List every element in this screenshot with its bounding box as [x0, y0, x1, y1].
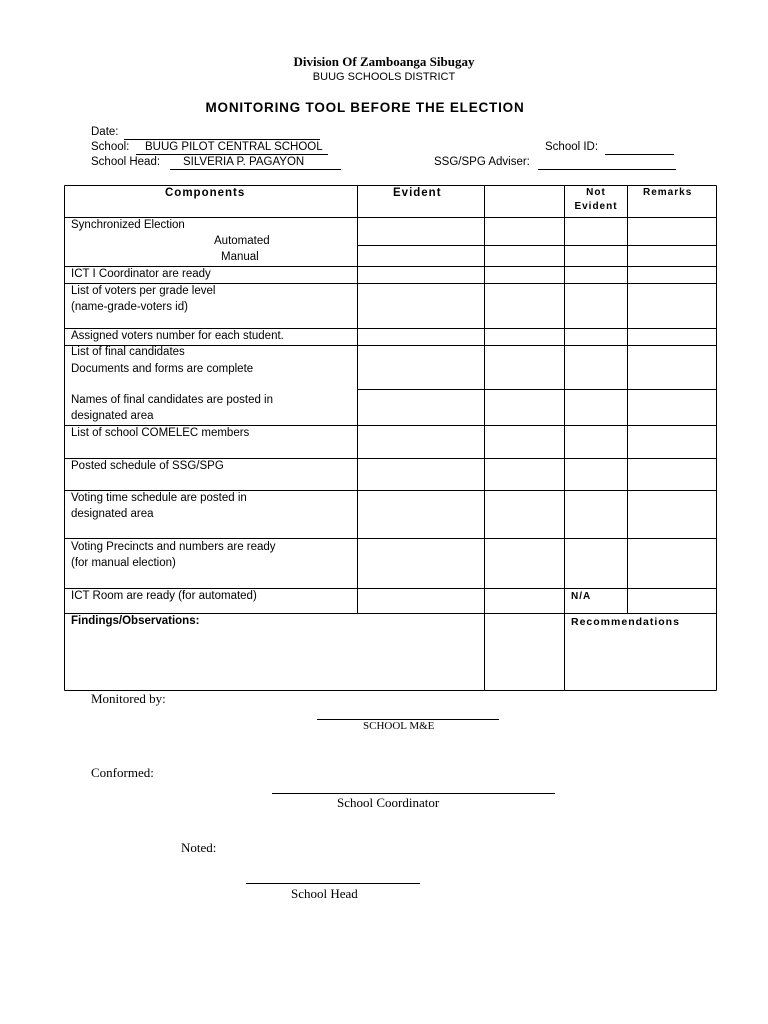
remarks-header: Remarks — [643, 187, 693, 198]
school-head-signature-label: School Head — [291, 886, 358, 901]
row-list-of-voters-detail: (name-grade-voters id) — [71, 301, 188, 313]
not-evident-header — [565, 186, 627, 214]
school-coordinator-signature-line[interactable] — [272, 793, 555, 794]
adviser-label: SSG/SPG Adviser: — [434, 156, 530, 168]
row-voting-time-schedule: Voting time schedule are posted in — [71, 492, 247, 504]
na-mark: N/A — [571, 591, 592, 602]
row-voting-precincts: Voting Precincts and numbers are ready — [71, 541, 276, 553]
school-label: School: — [91, 141, 130, 153]
row-list-of-final-candidates: List of final candidates — [71, 346, 185, 358]
school-coordinator-label: School Coordinator — [337, 795, 440, 810]
row-list-of-voters: List of voters per grade level — [71, 285, 216, 297]
not-evident-header-line2: Evident — [574, 201, 618, 212]
row-names-posted-area: designated area — [71, 410, 154, 422]
school-head-value: SILVERIA P. PAGAYON — [183, 156, 305, 168]
school-id-label: School ID: — [545, 141, 599, 153]
row-voting-time-area: designated area — [71, 508, 154, 520]
row-ict-room: ICT Room are ready (for automated) — [71, 590, 257, 602]
row-ict-coordinator: ICT I Coordinator are ready — [71, 268, 211, 280]
monitored-by-label: Monitored by: — [91, 691, 166, 706]
evident-header: Evident — [393, 187, 442, 199]
noted-label: Noted: — [181, 840, 217, 855]
school-me-label: SCHOOL M&E — [363, 720, 435, 732]
school-value: BUUG PILOT CENTRAL SCHOOL — [145, 141, 323, 153]
row-documents-forms: Documents and forms are complete — [71, 363, 254, 375]
row-synchronized-election: Synchronized Election — [71, 219, 185, 231]
row-assigned-voters-number: Assigned voters number for each student. — [71, 330, 284, 342]
division-title: Division Of Zamboanga Sibugay — [293, 54, 475, 69]
row-manual: Manual — [221, 251, 259, 263]
recommendations-label: Recommendations — [571, 616, 680, 628]
findings-label: Findings/Observations: — [71, 615, 200, 627]
district-name: BUUG SCHOOLS DISTRICT — [312, 71, 456, 83]
row-posted-schedule: Posted schedule of SSG/SPG — [71, 460, 224, 472]
date-label: Date: — [91, 126, 119, 138]
row-comelec-members: List of school COMELEC members — [71, 427, 250, 439]
document-title: MONITORING TOOL BEFORE THE ELECTION — [205, 100, 525, 115]
row-voting-precincts-detail: (for manual election) — [71, 557, 176, 569]
conformed-label: Conformed: — [91, 765, 154, 780]
school-head-label: School Head: — [91, 156, 161, 168]
not-evident-header-line1: Not — [586, 187, 606, 198]
row-automated: Automated — [214, 235, 270, 247]
row-names-posted: Names of final candidates are posted in — [71, 394, 274, 406]
school-head-signature-line[interactable] — [246, 883, 420, 884]
components-header: Components — [165, 187, 246, 199]
